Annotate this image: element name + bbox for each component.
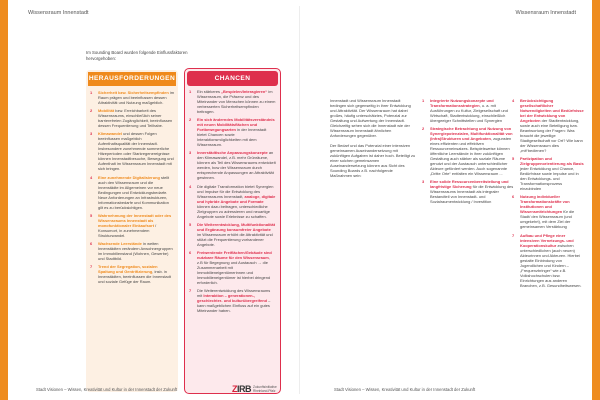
item-highlight: analoge, digitale und hybride Angebote und Formate <box>197 193 276 204</box>
chances-box <box>184 68 281 394</box>
item-number: 3 <box>90 131 93 137</box>
running-head-left: Wissensraum Innenstadt <box>28 10 89 16</box>
item-highlight: Interaktion – generationen-, geschlechter- und kulturübergreifend <box>197 293 268 304</box>
item-text: Freiwerdende Freiflächen/Gebäude sind nutzbare Räume für den Wissensraum, z.B für Begegnung und Austausch → die Zusammenarbeit mit Immobilieneigentümerinnen und Immobilieneigentümer ist hierbei dringend erforderlich. <box>197 249 272 285</box>
list-item <box>86 90 178 105</box>
challenges-header: HERAUSFORDERUNGEN <box>88 72 176 86</box>
item-highlight: Partizipation und Zielgruppenorientierung als Basis <box>520 156 584 167</box>
item-highlight: Innerstädtische Anpassungskonzepte <box>197 150 268 156</box>
measures-list-a <box>422 98 514 208</box>
list-item <box>86 264 178 284</box>
list-item <box>422 98 514 123</box>
item-text: Mobilität bzw. Erreichbarkeit des Wissensraums, einschließlich seiner barrierefreien Zugänglichkeit, beeinflussen dessen Frequentierung und Teilhabe. <box>98 108 173 129</box>
intro-text: Im Sounding Board wurden folgende Einflussfaktoren hervorgehoben: <box>86 50 188 61</box>
item-highlight: Freiwerdende Freiflächen/Gebäude sind nutzbare Räume für den Wissensraum <box>197 249 272 260</box>
item-number: 1 <box>422 98 425 103</box>
item-text: Sicherheit bzw. Sicherheitsempfinden im Raum prägen und beeinflussen dessen Attraktivität und Nutzung maßgeblich. <box>98 90 174 105</box>
item-text: Innerstädtische Anpassungskonzepte an den Klimawandel, z.B. mehr Grünräume, können als Teil des Wissensraums entwickelt werden, bow der Wissensraum durch entsprechende Anpassungen an Attraktivität gewinnen. <box>197 150 276 181</box>
item-number: 4 <box>512 98 515 103</box>
item-text: Eine solide Ressourcenbereitstellung und langfristige Sicherung für die Entwicklung des Wissensraums Innenstadt als integraler Bestandteil von Innenstadt- und Sozialraumentwicklung / Investition <box>430 179 514 205</box>
item-text: Trend der Segregation, sozialen Spaltung und Gentrifizierung, insb. in Innenstädten, beeinflussen die Innenstadt und soziale Gefüge der Raum. <box>98 264 171 285</box>
item-highlight: Strategische Betrachtung und Nutzung von Synergiepotenzialen, Multifunktionalität von (Infra)Strukturen und Angeboten <box>430 126 513 142</box>
item-highlight: Mobilität <box>98 108 115 114</box>
running-head-right: Wissensraum Innenstadt <box>515 10 576 16</box>
left-page <box>8 0 300 400</box>
list-item <box>185 117 280 147</box>
challenges-box <box>86 70 178 392</box>
footer-left: Stadt Visionen – Wissen, Kreativität und Kultur in der Innenstadt der Zukunft <box>36 387 178 392</box>
right-page <box>300 0 592 400</box>
item-highlight: Die Weiterentwicklung, Multifunktionalität und Ergänzung konsumfreier Angebote <box>197 221 276 232</box>
list-item <box>86 131 178 171</box>
item-number: 4 <box>90 174 93 180</box>
item-text: Strategische Betrachtung und Nutzung von Synergiepotenzialen, Multifunktionalität von (Infra)Strukturen und Angeboten, zugunsten eines effizienten und effektiven Ressourceneinsatzes. Beispielsweise können öffentliche Leerstände in ihrer zukünftigen Gestaltung auch stärker als soziale Räume genutzt und der Austausch unterschiedlicher Akteure gefördert werden. Auch sogenannte „Dritte Orte“ entfalten ein Wissensraum ... <box>430 126 513 177</box>
item-number: 3 <box>189 150 192 156</box>
challenges-list <box>86 90 178 284</box>
item-number: 4 <box>189 183 192 189</box>
chances-header: CHANCEN <box>187 71 278 86</box>
item-number: 7 <box>90 264 93 270</box>
item-text: Die Weiterentwicklung des Wissensraums mit Interaktion – generationen-, geschlechter- und kulturübergreifend – kann maßgeblichen Einfluss auf ein gutes Miteinander haben. <box>197 288 271 314</box>
item-text: Partizipation und Zielgruppenorientierung als Basis jeder Entwicklung und Chance, Bedürfnisse sowie Impulse und in den Entwicklungs- und Transformationsprozess einzubinden <box>520 156 584 192</box>
zirb-logo: ZIRB <box>232 384 251 394</box>
list-item <box>422 179 514 204</box>
item-number: 5 <box>90 212 93 218</box>
item-highlight: Nutzung individueller Transformationskräfte von Institutionen und Wissensmitrichtungen <box>520 194 570 215</box>
item-text: Berücksichtigung gesellschaftlicher Notwendigkeiten und Bedürfnisse bei der Entwicklung von Angeboten der Stadtentwicklung, sowie auch eine Beteiligung bzw. Beantwortung der Fragen: Was braucht die jeweilige Stadtgesellschaft vor Ort? Wie kann der Wissensraum dies „mit“bedienen? <box>520 98 584 153</box>
item-highlight: Wahrnehmung der Innenstadt oder des Wissensraums Innenstadt als monofunktionaler Einkaufsort <box>98 212 172 228</box>
list-item <box>185 222 280 247</box>
item-text: Wachsende Leerstände in weiten Innenstädten verändern Anwohnergruppen im Immobilienstand (Wohnen, Gewerbe) und Stadtbild. <box>98 240 173 261</box>
footer-right: Stadt Visionen – Wissen, Kreativität und Kultur in der Innenstadt der Zukunft <box>334 387 476 392</box>
list-item <box>512 98 584 153</box>
body-paragraph: Der Bedarf und das Potenzial einer intensiven gemeinsamen Auseinandersetzung mit zukünftigen Aufgaben ist daher hoch. Beteiligt zu einer solchen gemeinsamen Auseinandersetzung können aus Sicht des Sounding Boards z.B. nachfolgende Maßnahmen sein: <box>330 143 416 178</box>
item-highlight: Klimawandel <box>98 131 123 137</box>
item-text: Eine zunehmende Digitalisierung stellt auch den Wissensraum und die Innenstädte im Allgemeinen vor neue Bedingungen und Entwicklungsbedarfe. Neue Anforderungen an Infrastrukturen, Informationsbedarfe und Kommunikation gilt es zu berücksichtigen. <box>98 174 170 210</box>
item-text: Integrierte Nutzungskonzepte und Transformationsstrategien, u. a. mit Ausführungen zu Kultur, Zielgesellschaft und Wirtschaft, Stadtentwicklung, einschließlich übergeeiger Schnittstellen und Synergien <box>430 98 508 123</box>
item-highlight: „Bespielen/Interagieren“ <box>221 89 268 94</box>
item-highlight: Wachsende Leerstände <box>98 240 142 246</box>
item-number: 2 <box>90 108 93 114</box>
left-edge-band <box>0 0 8 400</box>
right-body-text <box>330 98 416 183</box>
item-highlight: Sicherheit bzw. Sicherheitsempfinden <box>98 90 169 95</box>
list-item <box>86 213 178 238</box>
footer-logo-left <box>232 384 283 394</box>
item-highlight: Aufbau und Pflege einer intensiven Vernetzungs- und Kooperationskultur <box>520 232 574 248</box>
item-number: 2 <box>422 126 425 132</box>
list-item <box>86 108 178 128</box>
item-number: 5 <box>512 156 515 162</box>
item-number: 5 <box>189 221 192 227</box>
list-item <box>512 194 584 229</box>
logo-subtitle: Zukunftsinitiative Rheinland-Pfalz <box>253 385 277 393</box>
item-number: 6 <box>189 249 192 255</box>
item-highlight: Ein sich änderndes Mobilitätsverständnis mit neuen Mobilitätsflächen und Fortbewegungsarten <box>197 117 275 133</box>
list-item <box>422 126 514 176</box>
item-highlight: Eine zunehmende Digitalisierung <box>98 174 160 180</box>
item-number: 6 <box>90 240 93 246</box>
measures-list-b <box>512 98 584 291</box>
list-item <box>185 288 280 313</box>
list-item <box>86 175 178 210</box>
item-number: 3 <box>422 179 425 185</box>
item-text: Klimawandel und dessen Folgen beeinflussen maßgeblich Aufenthaltsqualität der Innenstadt. Insbesondere zunehmende sommerliche Hitzeperioden oder Starkregenereignisse können Innenstadtbesuche, Bewegung und Aufenthalt im Wissensraum Innenstadt mit sich bringen. <box>98 131 174 172</box>
document-spread <box>8 0 592 400</box>
item-text: Nutzung individueller Transformationskräfte von Institutionen und Wissensmitrichtungen für die Stadt/ den Wissensraum (und umgekehrt), mit dem Ziel der gemeinsamen Verstärkung <box>520 194 575 230</box>
item-text: Die Weiterentwicklung, Multifunktionalität und Ergänzung konsumfreier Angebote im Wissensraum erhöht die Attraktivität und stützt die Frequentierung vorhandener Angebote. <box>197 221 276 247</box>
item-number: 6 <box>512 194 515 200</box>
list-item <box>512 233 584 288</box>
list-item <box>185 250 280 285</box>
item-highlight: Eine solide Ressourcenbereitstellung und langfristige Sicherung <box>430 179 509 190</box>
chances-list <box>185 89 280 313</box>
item-highlight: Trend der Segregation, sozialen Spaltung und Gentrifizierung <box>98 264 158 275</box>
item-text: Aufbau und Pflege einer intensiven Vernetzungs- und Kooperationskultur zwischen unterschiedlichen (auch neuen) Akteurinnen und Akteuren. Hierbei gestalte Einbindung von Jugendlichen und Kindern – „Frequenzbringer“ wie z.B. Volkshochschulen bzw. Einrichtungen aus anderen Branchen, z.B. Gesundheitswesen. <box>520 232 582 288</box>
item-number: 2 <box>189 117 192 123</box>
item-text: Wahrnehmung der Innenstadt oder des Wissensraums Innenstadt als monofunktionaler Einkaufsort / Konsumort, in zunehmendem Strukturwandel. <box>98 212 172 238</box>
item-number: 7 <box>512 232 515 238</box>
item-text: Ein sich änderndes Mobilitätsverständnis mit neuen Mobilitätsflächen und Fortbewegungsarten in der Innenstadt bietet Chancen sowie Interaktionsmöglichkeiten mit dem Wissensraum. <box>197 117 275 148</box>
item-number: 1 <box>189 89 192 94</box>
item-number: 1 <box>90 90 93 95</box>
item-number: 7 <box>189 288 192 294</box>
list-item <box>86 241 178 261</box>
item-highlight: Berücksichtigung gesellschaftlicher Notwendigkeiten und Bedürfnisse bei der Entwicklung von Angeboten <box>520 98 584 123</box>
body-paragraph: Innenstadt und Wissensraum Innenstadt bedingen sich gegenseitig in ihrer Entwicklung und Attraktivität. Der Wissensraum hat dabei großes, häufig unterschätztes, Potenzial zur Gestaltung und Aufwertung der Innenstadt. Gleichzeitig sehen sich die Innenstadt wie der Wissensraum Innenstadt ähnlichen Anforderungen gegenüber. <box>330 98 411 138</box>
list-item <box>185 150 280 180</box>
list-item <box>512 156 584 191</box>
item-text: Die digitale Transformation bietet Synergien und Impulse für die Entwicklung des Wissensraums Innenstadt, analoge, digitale und hybride Angebote und Formate können dazu beitragen, unterschiedliche Zielgruppen zu adressieren und neuartige Angebote sowie Erlebnisse zu schaffen. <box>197 183 276 219</box>
item-highlight: Integrierte Nutzungskonzepte und Transformationsstrategien <box>430 98 494 108</box>
list-item <box>185 184 280 219</box>
right-edge-band <box>592 0 600 400</box>
list-item <box>185 89 280 114</box>
item-text: Ein stärkeres „Bespielen/Interagieren“ im Wissensraum, die Präsenz und des Miteinander von Menschen können zu einem verbesserten Sicherheitsempfinden beitragen. <box>197 89 276 114</box>
